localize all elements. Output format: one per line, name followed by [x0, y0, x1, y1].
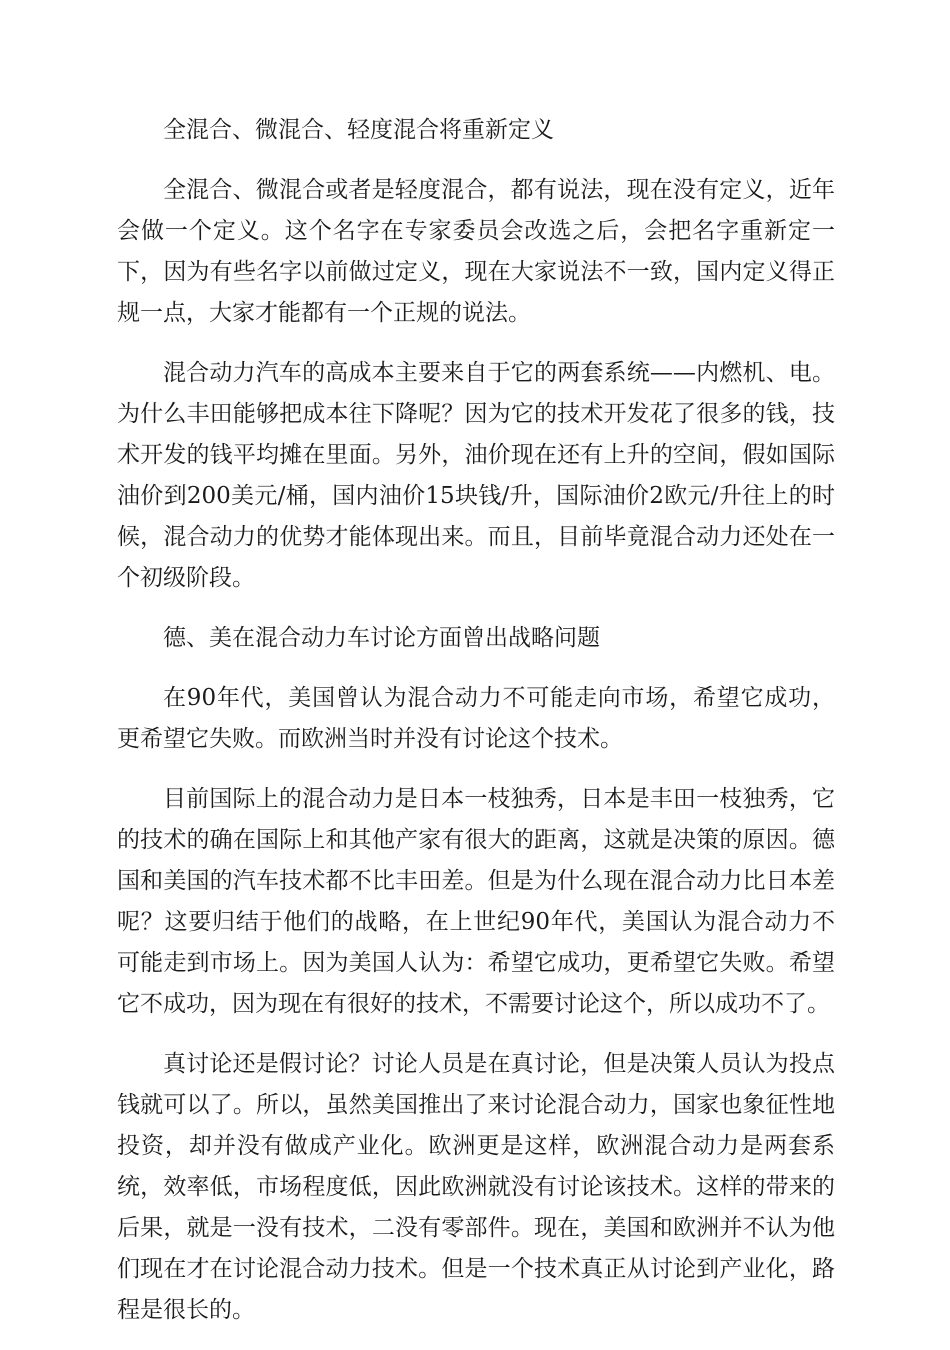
paragraph-nineties: 在90年代，美国曾认为混合动力不可能走向市场，希望它成功，更希望它失败。而欧洲当时并没有讨论这个技术。: [117, 685, 835, 752]
paragraph-definition: 全混合、微混合或者是轻度混合，都有说法，现在没有定义，近年会做一个定义。这个名字在专家委员会改选之后，会把名字重新定一下，因为有些名字以前做过定义，现在大家说法不一致，国内定义得正规一点，大家才能都有一个正规的说法。: [117, 177, 835, 326]
section-heading-redefinition: 全混合、微混合、轻度混合将重新定义: [163, 117, 554, 143]
paragraph-japan-lead: 目前国际上的混合动力是日本一枝独秀，日本是丰田一枝独秀，它的技术的确在国际上和其他产家有很大的距离，这就是决策的原因。德国和美国的汽车技术都不比丰田差。但是为什么现在混合动力比日本差呢？这要归结于他们的战略，在上世纪90年代，美国认为混合动力不可能走到市场上。因为美国人认为：希望它成功，更希望它失败。希望它不成功，因为现在有很好的技术，不需要讨论这个，所以成功不了。: [117, 786, 835, 1017]
section-heading-strategy: 德、美在混合动力车讨论方面曾出战略问题: [163, 625, 600, 651]
paragraph-cost: 混合动力汽车的高成本主要来自于它的两套系统——内燃机、电。为什么丰田能够把成本往下降呢？因为它的技术开发花了很多的钱，技术开发的钱平均摊在里面。另外，油价现在还有上升的空间，假如国际油价到200美元/桶，国内油价15块钱/升，国际油价2欧元/升往上的时候，混合动力的优势才能体现出来。而且，目前毕竟混合动力还处在一个初级阶段。: [117, 360, 835, 591]
paragraph-real-discussion: 真讨论还是假讨论？讨论人员是在真讨论，但是决策人员认为投点钱就可以了。所以，虽然美国推出了来讨论混合动力，国家也象征性地投资，却并没有做成产业化。欧洲更是这样，欧洲混合动力是两套系统，效率低，市场程度低，因此欧洲就没有讨论该技术。这样的带来的后果，就是一没有技术，二没有零部件。现在，美国和欧洲并不认为他们现在才在讨论混合动力技术。但是一个技术真正从讨论到产业化，路程是很长的。: [117, 1051, 835, 1323]
document-body: [117, 110, 835, 1350]
